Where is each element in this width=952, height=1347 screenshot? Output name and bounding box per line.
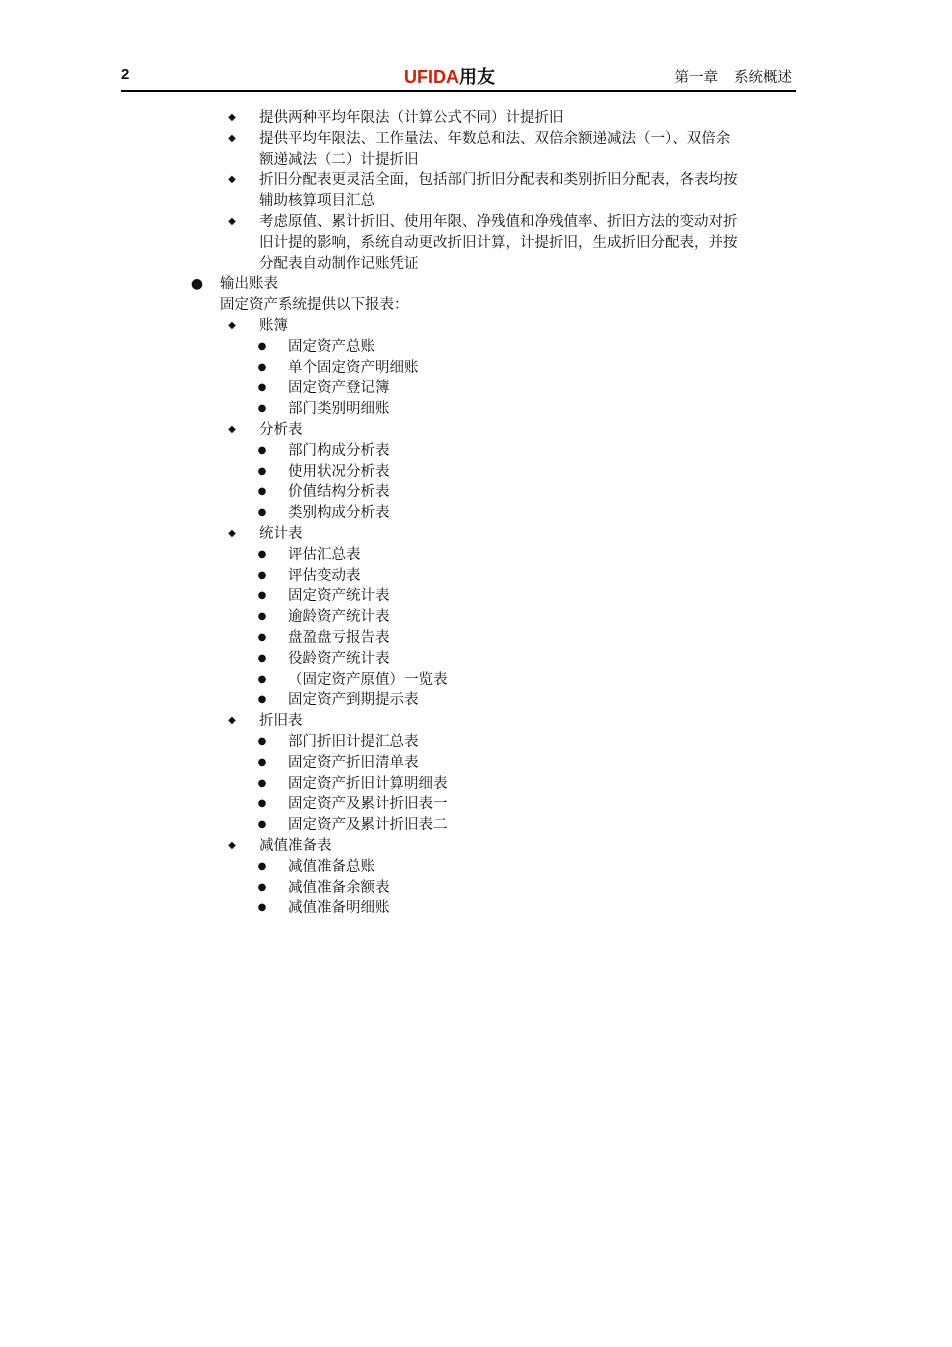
diamond-bullet-icon: ◆: [228, 216, 236, 227]
report-group-text: 折旧表: [259, 713, 303, 730]
dot-bullet-icon: ●: [257, 486, 267, 498]
dot-bullet-icon: ●: [257, 465, 267, 477]
dot-bullet-icon: ●: [257, 777, 267, 789]
report-item-text: 使用状况分析表: [288, 463, 390, 480]
diamond-bullet-icon: ◆: [228, 112, 236, 123]
diamond-bullet-icon: ◆: [228, 320, 236, 331]
report-item-text: 固定资产及累计折旧表二: [288, 817, 448, 834]
report-group-text: 账簿: [259, 318, 288, 334]
feature-bullet-text: 额递减法（二）计提折旧: [259, 151, 419, 168]
report-item-text: 固定资产统计表: [288, 588, 390, 605]
section-heading-text: 输出账表: [220, 276, 278, 293]
feature-bullet-text: 辅助核算项目汇总: [259, 193, 375, 210]
report-item-text: 评估变动表: [288, 567, 361, 584]
report-item-text: 固定资产登记簿: [288, 380, 390, 397]
dot-bullet-icon: ●: [257, 819, 267, 831]
report-item-text: 减值准备总账: [288, 858, 375, 875]
report-item-text: 固定资产及累计折旧表一: [288, 796, 448, 813]
dot-bullet-icon: ●: [257, 798, 267, 810]
report-group-text: 统计表: [259, 526, 303, 542]
dot-bullet-icon: ●: [257, 632, 267, 643]
chapter-heading: 第一章 系统概述: [674, 70, 792, 86]
report-group-text: 分析表: [259, 422, 303, 438]
report-item-text: 减值准备明细账: [288, 900, 390, 917]
dot-bullet-icon: ●: [257, 881, 267, 893]
dot-bullet-icon: ●: [257, 860, 267, 872]
report-item-text: 盘盈盘亏报告表: [288, 630, 390, 646]
feature-bullet-text: 折旧分配表更灵活全面，包括部门折旧分配表和类别折旧分配表，各表均按: [259, 172, 738, 189]
section-intro-text: 固定资产系统提供以下报表：: [220, 297, 409, 314]
dot-bullet-icon: ●: [257, 673, 267, 685]
diamond-bullet-icon: ◆: [228, 528, 236, 539]
report-item-text: 役龄资产统计表: [288, 650, 390, 667]
dot-bullet-icon: ●: [257, 507, 267, 519]
feature-bullet-text: 旧计提的影响，系统自动更改折旧计算，计提折旧，生成折旧分配表，并按: [259, 234, 738, 251]
report-item-text: 固定资产折旧清单表: [288, 754, 419, 771]
dot-bullet-icon: ●: [257, 902, 267, 914]
report-item-text: 固定资产总账: [288, 338, 375, 355]
feature-bullet-text: 提供平均年限法、工作量法、年数总和法、双倍余额递减法（一）、双倍余: [259, 130, 731, 147]
dot-bullet-icon: ●: [257, 756, 267, 768]
dot-bullet-icon: ●: [257, 569, 267, 581]
report-item-text: 部门折旧计提汇总表: [288, 734, 419, 750]
feature-bullet-text: 考虑原值、累计折旧、使用年限、净残值和净残值率、折旧方法的变动对折: [259, 214, 738, 230]
report-item-text: 单个固定资产明细账: [288, 359, 419, 376]
report-item-text: （固定资产原值）一览表: [288, 671, 448, 688]
dot-bullet-icon: ●: [257, 403, 267, 415]
dot-bullet-icon: ●: [257, 382, 267, 394]
report-item-text: 部门类别明细账: [288, 401, 390, 418]
report-item-text: 固定资产折旧计算明细表: [288, 775, 448, 792]
diamond-bullet-icon: ◆: [228, 840, 236, 851]
dot-bullet-icon: ●: [257, 590, 267, 602]
dot-bullet-icon: ●: [257, 652, 267, 664]
feature-bullet-text: 分配表自动制作记账凭证: [259, 255, 419, 272]
dot-bullet-icon: ●: [257, 340, 267, 352]
diamond-bullet-icon: ◆: [228, 132, 236, 144]
report-item-text: 固定资产到期提示表: [288, 692, 419, 709]
dot-bullet-icon: ●: [257, 548, 267, 560]
dot-bullet-icon: ●: [257, 694, 267, 706]
diamond-bullet-icon: ◆: [228, 424, 236, 435]
diamond-bullet-icon: ◆: [228, 715, 236, 727]
report-item-text: 评估汇总表: [288, 546, 361, 563]
report-group-text: 减值准备表: [259, 838, 332, 854]
report-item-text: 价值结构分析表: [288, 484, 390, 501]
dot-bullet-icon: ●: [190, 276, 204, 293]
dot-bullet-icon: ●: [257, 361, 267, 373]
dot-bullet-icon: ●: [257, 736, 267, 747]
diamond-bullet-icon: ◆: [228, 174, 236, 186]
report-item-text: 部门构成分析表: [288, 442, 390, 459]
report-item-text: 类别构成分析表: [288, 505, 390, 522]
page-number: 2: [121, 66, 130, 83]
report-item-text: 减值准备余额表: [288, 879, 390, 896]
page-header: [121, 62, 796, 92]
ufida-logo: UFIDA用友: [404, 67, 495, 87]
report-item-text: 逾龄资产统计表: [288, 609, 390, 626]
dot-bullet-icon: ●: [257, 611, 267, 623]
dot-bullet-icon: ●: [257, 444, 267, 456]
feature-bullet-text: 提供两种平均年限法（计算公式不同）计提折旧: [259, 110, 564, 126]
